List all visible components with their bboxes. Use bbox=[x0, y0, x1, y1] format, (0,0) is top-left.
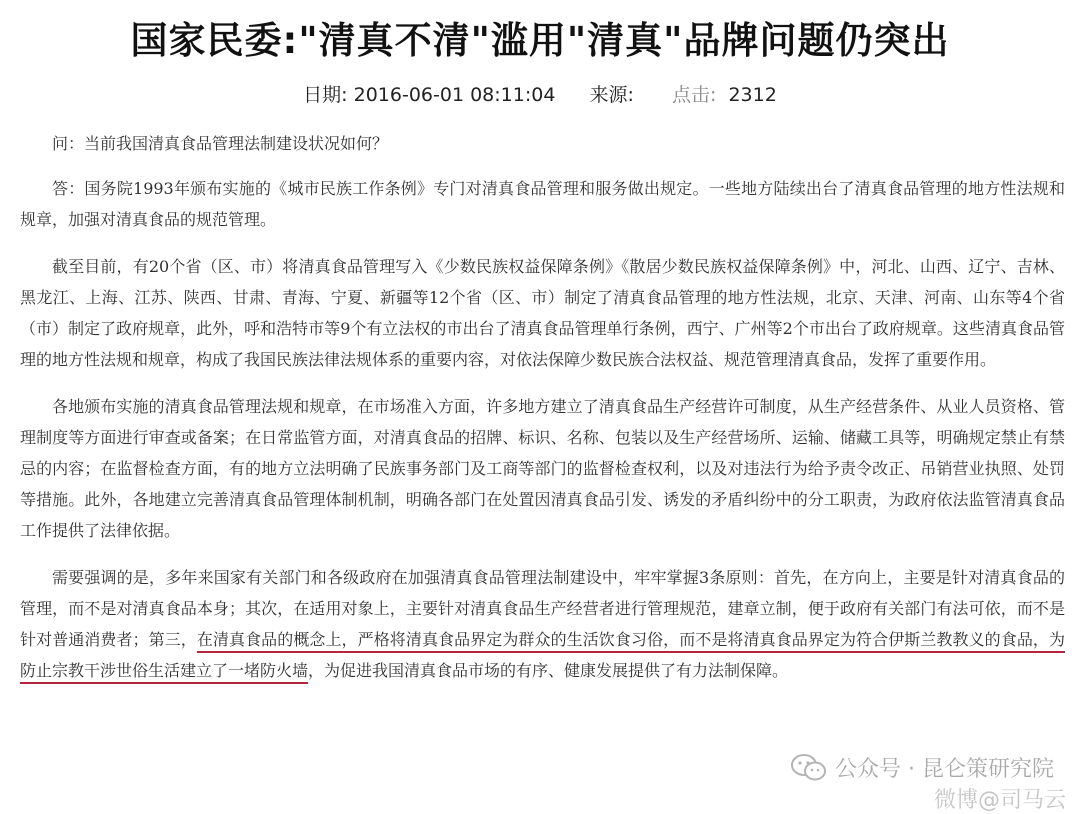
principles-paragraph bbox=[20, 562, 1065, 686]
source-label: 来源: bbox=[589, 84, 634, 106]
clicks-label: 点击: bbox=[672, 84, 717, 106]
question-paragraph: 问：当前我国清真食品管理法制建设状况如何？ bbox=[52, 134, 389, 153]
date-value: 2016-06-01 08:11:04 bbox=[353, 84, 556, 106]
clicks-value: 2312 bbox=[728, 84, 777, 106]
wechat-icon bbox=[791, 754, 827, 782]
article-meta bbox=[0, 80, 1080, 107]
weibo-watermark: 微博@司马云 bbox=[933, 788, 1066, 813]
highlighted-sentence: 在清真食品的概念上，严格将清真食品界定为群众的生活饮食习俗，而不是将清真食品界定为符合伊斯兰教教义的食品，为防止宗教干涉世俗生活建立了一堵防火墙 bbox=[20, 630, 1065, 684]
date-label: 日期: bbox=[303, 84, 348, 106]
principles-text-a: 需要强调的是，多年来国家有关部门和各级政府在加强清真食品管理法制建设中，牢牢掌握3条原则：首先，在方向上，主要是针对清真食品的管理，而不是对清真食品本身；其次，在适用对象上，主要针对清真食品生产经营者进行管理规范，建章立制，便于政府有关部门有法可依，而不是针对普通消费者；第三， bbox=[20, 568, 1065, 649]
regulations-paragraph: 截至目前，有20个省（区、市）将清真食品管理写入《少数民族权益保障条例》《散居少数民族权益保障条例》中，河北、山西、辽宁、吉林、黑龙江、上海、江苏、陕西、甘肃、青海、宁夏、新疆等12个省（区、市）制定了清真食品管理的地方性法规，北京、天津、河南、山东等4个省（市）制定了政府规章，此外，呼和浩特市等9个有立法权的市出台了清真食品管理单行条例，西宁、广州等2个市出台了政府规章。这些清真食品管理的地方性法规和规章，构成了我国民族法律法规体系的重要内容，对依法保障少数民族合法权益、规范管理清真食品，发挥了重要作用。 bbox=[20, 257, 1065, 369]
article-body bbox=[20, 128, 1065, 702]
local-rules-paragraph: 各地颁布实施的清真食品管理法规和规章，在市场准入方面，许多地方建立了清真食品生产经营许可制度，从生产经营条件、从业人员资格、管理制度等方面进行审查或备案；在日常监管方面，对清真食品的招牌、标识、名称、包装以及生产经营场所、运输、储藏工具等，明确规定禁止有禁忌的内容；在监督检查方面，有的地方立法明确了民族事务部门及工商等部门的监督检查权利，以及对违法行为给予责令改正、吊销营业执照、处罚等措施。此外，各地建立完善清真食品管理体制机制，明确各部门在处置因清真食品引发、诱发的矛盾纠纷中的分工职责，为政府依法监管清真食品工作提供了法律依据。 bbox=[20, 397, 1065, 540]
answer-paragraph: 答：国务院1993年颁布实施的《城市民族工作条例》专门对清真食品管理和服务做出规定。一些地方陆续出台了清真食品管理的地方性法规和规章，加强对清真食品的规范管理。 bbox=[20, 179, 1065, 229]
principles-text-b: ，为促进我国清真食品市场的有序、健康发展提供了有力法制保障。 bbox=[308, 661, 789, 680]
wechat-watermark-text: 公众号 · 昆仑策研究院 bbox=[835, 757, 1054, 782]
article-title: 国家民委:"清真不清"滥用"清真"品牌问题仍突出 bbox=[130, 19, 950, 62]
wechat-watermark bbox=[791, 752, 1054, 783]
